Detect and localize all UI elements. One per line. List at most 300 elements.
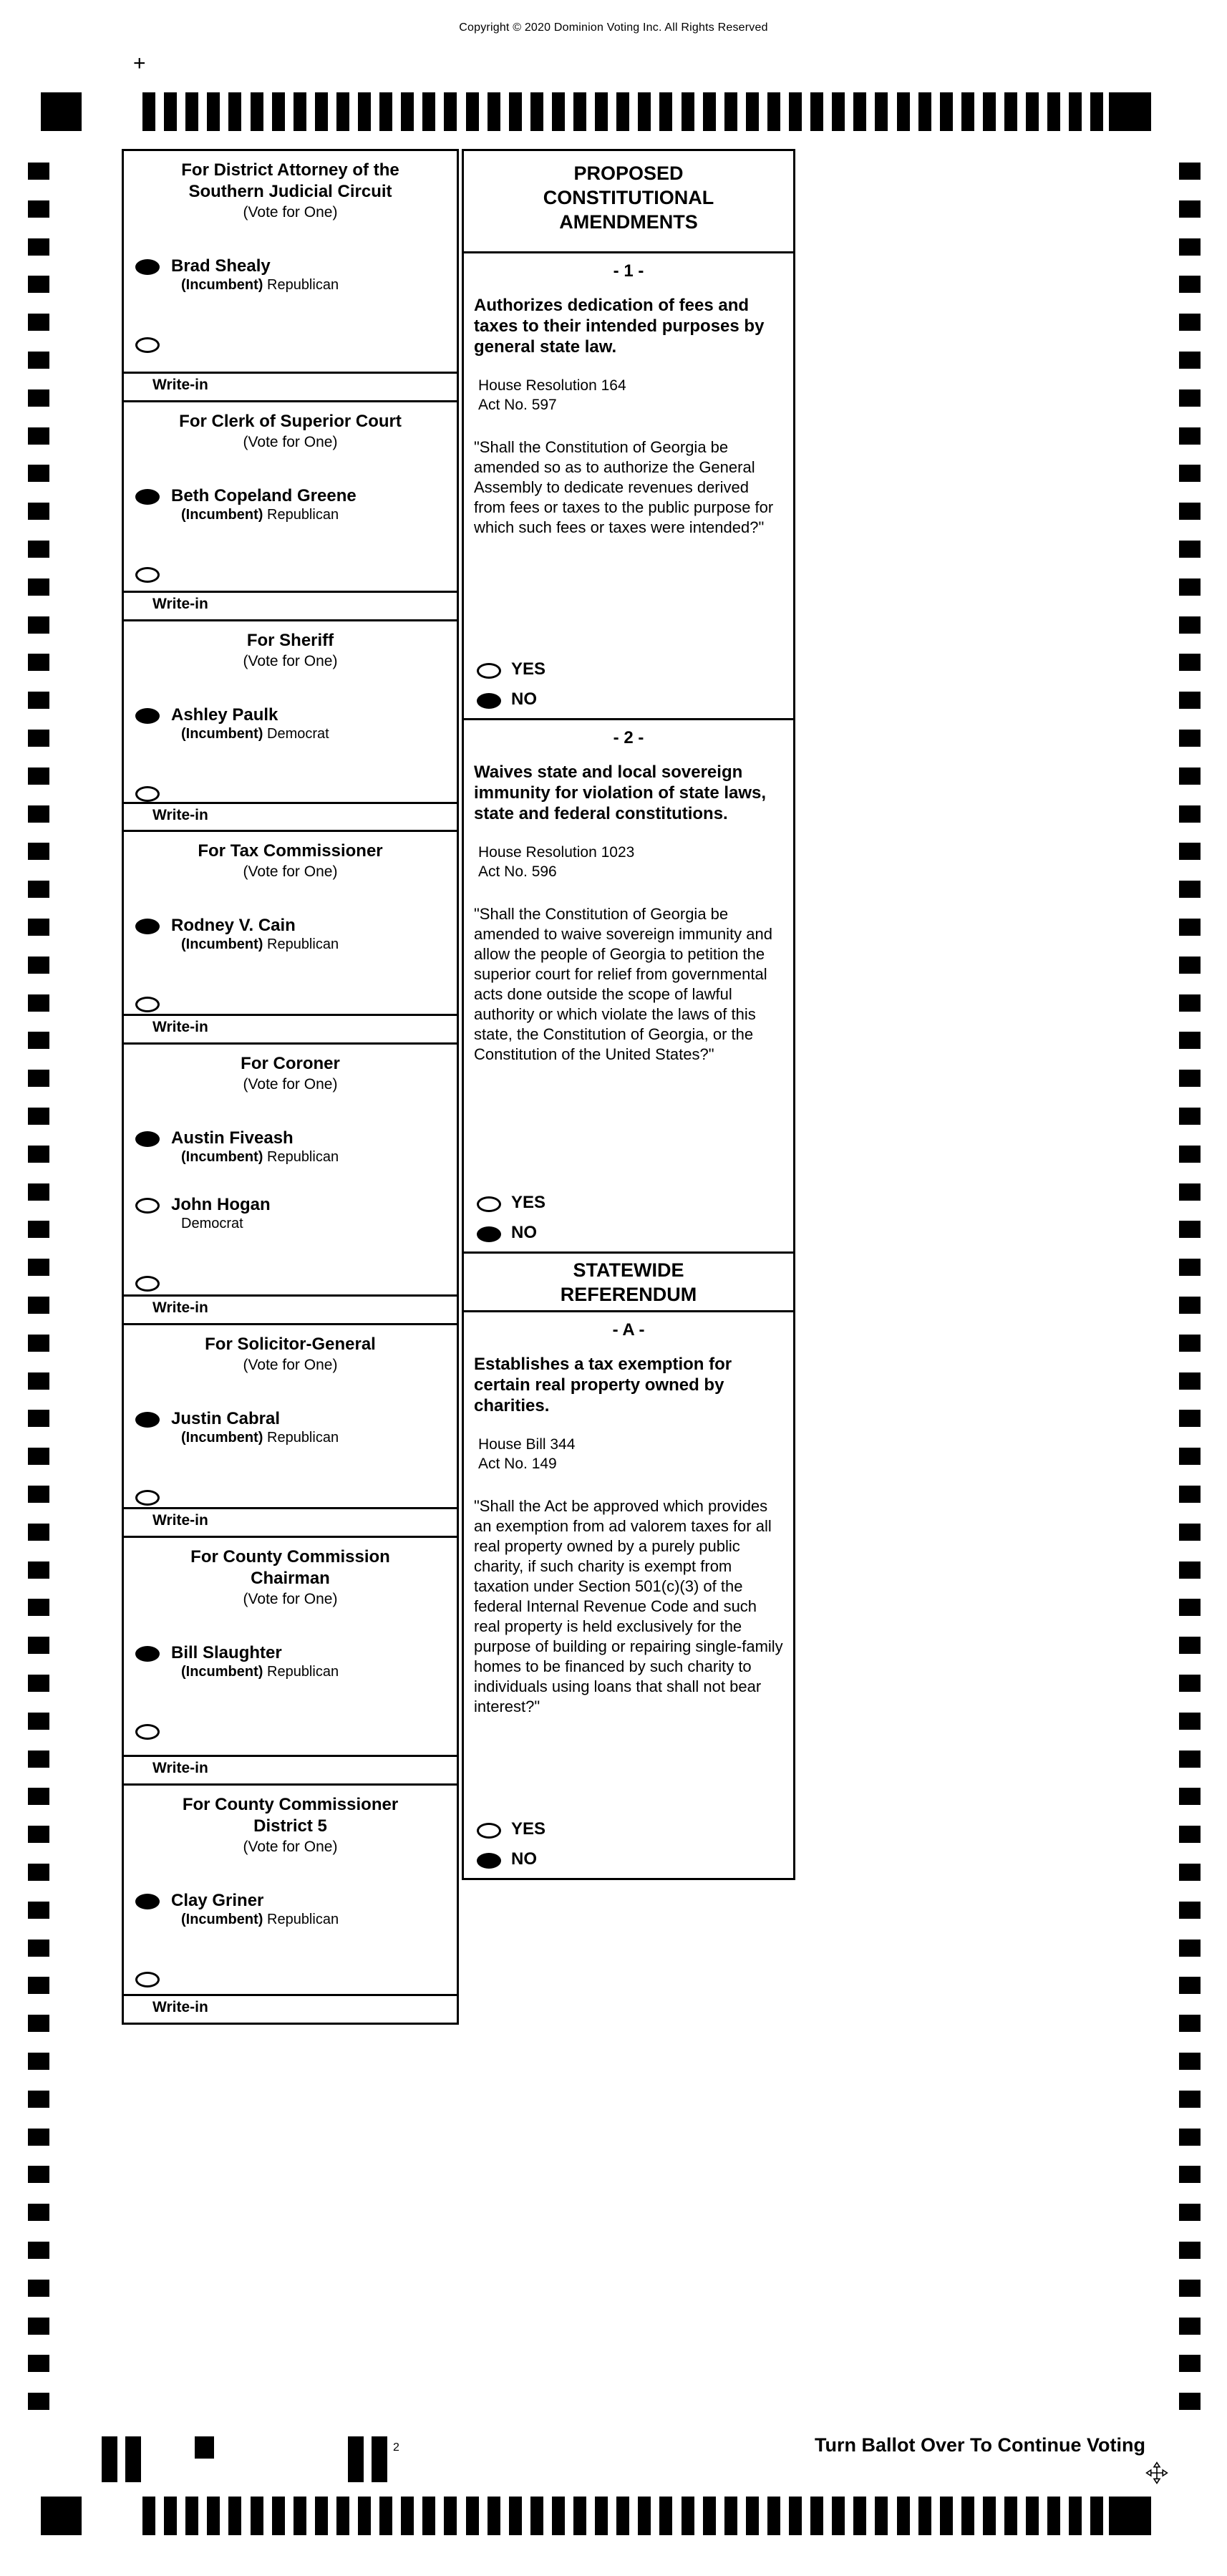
contest-title: For Tax Commissioner — [198, 841, 383, 861]
timing-mark — [28, 276, 49, 293]
bubble-rodney-v-cain[interactable] — [135, 919, 160, 934]
timing-mark — [682, 2497, 694, 2535]
write-in-label: Write-in — [152, 1019, 208, 1035]
timing-mark — [1179, 2242, 1201, 2259]
referendum-a — [464, 1312, 793, 1878]
bubble-write-in[interactable] — [135, 997, 160, 1012]
vote-for-instruction: (Vote for One) — [243, 1591, 338, 1607]
contest-title: For District Attorney of the — [181, 160, 399, 180]
timing-mark — [1179, 1826, 1201, 1843]
write-in-area — [124, 1994, 457, 2023]
candidate-name: John Hogan — [171, 1195, 271, 1214]
timing-mark — [28, 352, 49, 369]
candidate-row — [135, 705, 457, 743]
bubble-no[interactable] — [477, 1226, 501, 1242]
measure-question: "Shall the Act be approved which provides an exemption from ad valorem taxes for all real property owned by a purely public charity, if such charity is exempt from taxation under Section 501(c)(3) of the federal Internal Revenue Code and such real property is held exclusively for the purpose of building or repairing single-family homes to be financed by such charity to individuals using loans that shall not bear interest?" — [474, 1497, 783, 1715]
timing-mark — [1179, 919, 1201, 936]
timing-mark — [1179, 1146, 1201, 1163]
timing-mark — [336, 92, 349, 131]
timing-mark — [983, 2497, 996, 2535]
timing-mark — [28, 768, 49, 785]
timing-mark — [28, 2318, 49, 2335]
candidate-detail: (Incumbent) Democrat — [181, 726, 329, 742]
bubble-justin-cabral[interactable] — [135, 1412, 160, 1428]
write-in-line[interactable] — [124, 1507, 457, 1509]
header-line: PROPOSED — [573, 163, 684, 184]
vote-for-instruction: (Vote for One) — [243, 434, 338, 450]
timing-mark — [810, 2497, 823, 2535]
timing-mark — [28, 2204, 49, 2221]
timing-mark — [28, 389, 49, 407]
timing-mark — [703, 92, 716, 131]
contest-sheriff — [124, 621, 457, 832]
timing-mark — [1179, 1108, 1201, 1125]
candidate-row — [135, 1409, 457, 1447]
timing-mark — [1179, 1524, 1201, 1541]
bubble-write-in[interactable] — [135, 1490, 160, 1506]
timing-mark — [1179, 238, 1201, 256]
contest-title: For County Commissioner — [182, 1795, 399, 1814]
timing-mark — [185, 92, 198, 131]
measure-question: "Shall the Constitution of Georgia be amended to waive sovereign immunity and allow the people of Georgia to petition the superior court for relief from governmental acts done outside the scope of lawful authority or which violate the laws of this state, the Constitution of Georgia, or the Constitution of the United States?" — [474, 905, 773, 1063]
candidate-name: Justin Cabral — [171, 1409, 281, 1428]
write-in-label: Write-in — [152, 1999, 208, 2015]
timing-mark — [1179, 2355, 1201, 2372]
timing-mark — [28, 2355, 49, 2372]
candidate-row — [135, 1643, 457, 1681]
amendments-header — [464, 151, 793, 253]
contest-title: Chairman — [251, 1569, 330, 1588]
timing-mark — [595, 92, 608, 131]
timing-mark — [509, 2497, 522, 2535]
timing-mark — [552, 92, 565, 131]
timing-mark — [28, 1902, 49, 1919]
header-line: AMENDMENTS — [559, 211, 698, 233]
bubble-yes[interactable] — [477, 1196, 501, 1212]
timing-mark — [1179, 805, 1201, 823]
candidate-name: Austin Fiveash — [171, 1128, 294, 1148]
timing-mark — [28, 578, 49, 596]
timing-mark — [1179, 1448, 1201, 1465]
measure-refs — [478, 1435, 783, 1473]
write-in-bubble-row — [135, 1487, 457, 1506]
timing-mark — [28, 1448, 49, 1465]
timing-mark — [703, 2497, 716, 2535]
timing-mark — [573, 2497, 586, 2535]
timing-mark — [28, 1713, 49, 1730]
timing-mark — [1179, 427, 1201, 445]
timing-mark — [228, 2497, 241, 2535]
bubble-no[interactable] — [477, 693, 501, 709]
timing-mark — [28, 692, 49, 709]
no-option-row — [477, 689, 783, 710]
vote-for-instruction: (Vote for One) — [243, 653, 338, 669]
turn-ballot-over-note: Turn Ballot Over To Continue Voting — [815, 2434, 1145, 2456]
timing-mark — [28, 503, 49, 520]
timing-mark — [1179, 1864, 1201, 1881]
timing-mark — [767, 2497, 780, 2535]
timing-mark — [28, 654, 49, 671]
measure-refs — [478, 376, 783, 415]
timing-mark — [1179, 1902, 1201, 1919]
timing-mark — [509, 92, 522, 131]
yes-label: YES — [511, 659, 546, 679]
write-in-line[interactable] — [124, 1294, 457, 1297]
measure-options — [474, 1193, 783, 1251]
timing-mark — [1179, 389, 1201, 407]
timing-mark — [983, 92, 996, 131]
candidate-name: Beth Copeland Greene — [171, 486, 357, 505]
timing-mark — [142, 2497, 155, 2535]
timing-mark — [659, 92, 672, 131]
candidate-row — [135, 486, 457, 524]
timing-mark — [1179, 768, 1201, 785]
yes-option-row — [477, 1819, 783, 1839]
registration-mark: + — [133, 52, 146, 75]
candidate-text — [171, 256, 339, 294]
timing-mark — [1179, 1297, 1201, 1314]
timing-mark — [1179, 1221, 1201, 1238]
bubble-clay-griner[interactable] — [135, 1894, 160, 1909]
timing-corner-block — [41, 92, 82, 131]
write-in-bubble-row — [135, 564, 457, 583]
timing-mark — [28, 1070, 49, 1087]
timing-mark — [422, 2497, 435, 2535]
bubble-beth-copeland-greene[interactable] — [135, 489, 160, 505]
timing-mark — [1179, 2204, 1201, 2221]
bubble-yes[interactable] — [477, 1823, 501, 1839]
timing-mark — [185, 2497, 198, 2535]
write-in-area — [124, 1014, 457, 1042]
timing-mark — [28, 957, 49, 974]
timing-mark — [28, 1751, 49, 1768]
write-in-label: Write-in — [152, 1512, 208, 1529]
write-in-bubble-row — [135, 334, 457, 353]
vote-for-instruction: (Vote for One) — [243, 863, 338, 880]
write-in-line[interactable] — [124, 1994, 457, 1996]
timing-mark — [1179, 1977, 1201, 1994]
timing-mark — [28, 843, 49, 860]
candidate-name: Bill Slaughter — [171, 1643, 282, 1662]
write-in-line[interactable] — [124, 1014, 457, 1016]
timing-mark — [595, 2497, 608, 2535]
timing-mark — [28, 1940, 49, 1957]
no-option-row — [477, 1223, 783, 1243]
timing-mark — [1179, 314, 1201, 331]
measure-ref-line: House Resolution 164 — [478, 377, 626, 394]
candidate-detail: (Incumbent) Republican — [181, 1912, 339, 1927]
timing-mark — [1090, 2497, 1103, 2535]
candidate-text — [171, 1409, 339, 1447]
timing-mark — [28, 1864, 49, 1881]
bubble-write-in[interactable] — [135, 1972, 160, 1987]
write-in-bubble-row — [135, 783, 457, 802]
timing-mark — [940, 92, 953, 131]
timing-mark — [1179, 465, 1201, 482]
candidate-name: Ashley Paulk — [171, 705, 278, 725]
timing-mark — [1047, 2497, 1060, 2535]
timing-mark — [638, 2497, 651, 2535]
timing-mark — [28, 616, 49, 634]
write-in-label: Write-in — [152, 1299, 208, 1316]
timing-mark — [28, 1561, 49, 1579]
no-label: NO — [511, 1223, 537, 1242]
timing-mark — [832, 92, 845, 131]
no-option-row — [477, 1849, 783, 1869]
timing-mark — [1179, 2129, 1201, 2146]
timing-mark — [1179, 2015, 1201, 2032]
write-in-bubble-row — [135, 1721, 457, 1740]
timing-mark — [164, 2497, 177, 2535]
candidate-detail: Democrat — [181, 1216, 243, 1231]
timing-mark — [1179, 1410, 1201, 1427]
header-line: STATEWIDE — [573, 1259, 684, 1281]
write-in-label: Write-in — [152, 1760, 208, 1776]
timing-mark — [1179, 1070, 1201, 1087]
contest-tax-commissioner — [124, 832, 457, 1045]
timing-mark — [1179, 541, 1201, 558]
timing-mark — [1179, 1788, 1201, 1805]
timing-mark — [724, 2497, 737, 2535]
ballot-code-square — [195, 2436, 214, 2459]
candidate-text — [171, 1891, 339, 1929]
bubble-john-hogan[interactable] — [135, 1198, 160, 1214]
timing-mark — [28, 427, 49, 445]
timing-mark — [1179, 616, 1201, 634]
candidate-row — [135, 1195, 457, 1233]
candidate-text — [171, 1643, 339, 1681]
write-in-bubble-row — [135, 994, 457, 1012]
timing-corner-block — [1109, 92, 1151, 131]
contest-title: For Solicitor-General — [205, 1335, 376, 1354]
timing-mark — [142, 92, 155, 131]
timing-mark — [789, 92, 802, 131]
timing-mark — [315, 2497, 328, 2535]
candidate-text — [171, 1195, 271, 1233]
move-cursor-icon — [1145, 2461, 1168, 2484]
timing-mark — [28, 2242, 49, 2259]
measure-ref-line: House Resolution 1023 — [478, 844, 635, 861]
timing-mark — [28, 2053, 49, 2070]
candidate-detail: (Incumbent) Republican — [181, 277, 339, 293]
yes-label: YES — [511, 1819, 546, 1839]
write-in-line[interactable] — [124, 1755, 457, 1757]
timing-mark — [28, 2129, 49, 2146]
contests-column — [122, 149, 459, 2025]
timing-mark — [28, 1788, 49, 1805]
bubble-austin-fiveash[interactable] — [135, 1131, 160, 1147]
timing-mark — [789, 2497, 802, 2535]
measure-ref-line: Act No. 149 — [478, 1456, 557, 1472]
timing-mark — [961, 2497, 974, 2535]
vote-for-instruction: (Vote for One) — [243, 1076, 338, 1093]
timing-mark — [401, 2497, 414, 2535]
timing-mark — [315, 92, 328, 131]
measure-summary: Establishes a tax exemption for certain real property owned by charities. — [474, 1355, 732, 1415]
timing-mark — [832, 2497, 845, 2535]
timing-mark — [28, 1297, 49, 1314]
bubble-write-in[interactable] — [135, 786, 160, 802]
no-label: NO — [511, 1849, 537, 1869]
timing-mark — [530, 2497, 543, 2535]
timing-mark — [28, 1259, 49, 1276]
timing-mark — [767, 92, 780, 131]
timing-mark — [28, 1486, 49, 1503]
timing-corner-block — [41, 2497, 82, 2535]
timing-mark — [1179, 1599, 1201, 1616]
timing-mark — [28, 1146, 49, 1163]
timing-mark — [1179, 2280, 1201, 2297]
contest-title: Southern Judicial Circuit — [188, 182, 392, 201]
timing-mark — [853, 92, 866, 131]
timing-mark — [1179, 881, 1201, 898]
timing-mark — [810, 92, 823, 131]
timing-mark — [28, 2280, 49, 2297]
timing-mark — [1179, 2166, 1201, 2183]
timing-mark — [1179, 692, 1201, 709]
write-in-area — [124, 372, 457, 400]
contest-solicitor-general — [124, 1325, 457, 1538]
contest-clerk-superior-court — [124, 402, 457, 621]
timing-mark — [28, 1826, 49, 1843]
timing-mark — [207, 92, 220, 131]
bubble-write-in[interactable] — [135, 1724, 160, 1740]
yes-option-row — [477, 1193, 783, 1213]
timing-corner-block — [1109, 2497, 1151, 2535]
timing-mark — [1179, 1751, 1201, 1768]
bubble-write-in[interactable] — [135, 567, 160, 583]
contest-title: District 5 — [253, 1816, 327, 1836]
timing-mark — [488, 2497, 500, 2535]
candidate-detail: (Incumbent) Republican — [181, 936, 339, 952]
timing-mark — [1047, 92, 1060, 131]
measure-options — [474, 1819, 783, 1878]
timing-mark — [616, 2497, 629, 2535]
timing-mark — [918, 2497, 931, 2535]
measure-summary: Authorizes dedication of fees and taxes to their intended purposes by general state law. — [474, 296, 765, 357]
timing-mark — [28, 1410, 49, 1427]
candidate-text — [171, 1128, 339, 1166]
timing-mark — [659, 2497, 672, 2535]
measure-ref-line: House Bill 344 — [478, 1436, 576, 1453]
timing-mark — [1179, 1713, 1201, 1730]
timing-mark — [28, 994, 49, 1012]
bubble-write-in[interactable] — [135, 337, 160, 353]
timing-mark — [294, 2497, 306, 2535]
timing-mark — [1004, 2497, 1017, 2535]
bubble-brad-shealy[interactable] — [135, 259, 160, 275]
timing-mark — [1179, 200, 1201, 218]
timing-mark — [401, 92, 414, 131]
measure-ref-line: Act No. 596 — [478, 863, 557, 880]
measure-question: "Shall the Constitution of Georgia be amended so as to authorize the General Assembly to dedicate revenues derived from fees or taxes to the public purpose for which such fees or taxes were intended?" — [474, 438, 774, 536]
candidate-text — [171, 486, 357, 524]
timing-mark — [746, 92, 759, 131]
measure-refs — [478, 843, 783, 881]
timing-mark — [875, 92, 888, 131]
bubble-write-in[interactable] — [135, 1276, 160, 1292]
timing-mark — [379, 2497, 392, 2535]
timing-mark — [918, 92, 931, 131]
timing-mark — [1179, 994, 1201, 1012]
timing-mark — [444, 92, 457, 131]
timing-mark — [552, 2497, 565, 2535]
candidate-row — [135, 916, 457, 954]
write-in-label: Write-in — [152, 807, 208, 823]
timing-mark — [1069, 92, 1082, 131]
write-in-line[interactable] — [124, 802, 457, 804]
timing-mark — [1179, 503, 1201, 520]
timing-mark — [28, 1335, 49, 1352]
timing-mark — [530, 92, 543, 131]
timing-mark — [28, 1221, 49, 1238]
timing-mark — [28, 1599, 49, 1616]
bubble-no[interactable] — [477, 1853, 501, 1869]
timing-mark — [28, 1183, 49, 1201]
write-in-line[interactable] — [124, 372, 457, 374]
timing-mark — [28, 730, 49, 747]
contest-coroner — [124, 1045, 457, 1325]
timing-mark — [1179, 654, 1201, 671]
write-in-line[interactable] — [124, 591, 457, 593]
timing-mark — [28, 1637, 49, 1654]
timing-mark — [444, 2497, 457, 2535]
timing-mark — [164, 92, 177, 131]
contest-title: For Sheriff — [246, 631, 334, 650]
timing-mark — [488, 92, 500, 131]
timing-mark — [28, 919, 49, 936]
timing-mark — [940, 2497, 953, 2535]
timing-mark — [28, 1032, 49, 1049]
bubble-yes[interactable] — [477, 663, 501, 679]
candidate-detail: (Incumbent) Republican — [181, 1430, 339, 1446]
yes-label: YES — [511, 1193, 546, 1212]
timing-mark — [1179, 1032, 1201, 1049]
vote-for-instruction: (Vote for One) — [243, 204, 338, 221]
contest-title: For County Commission — [190, 1547, 390, 1567]
candidate-text — [171, 705, 329, 743]
timing-mark — [207, 2497, 220, 2535]
timing-mark — [466, 92, 479, 131]
candidate-detail: (Incumbent) Republican — [181, 1149, 339, 1165]
timing-mark — [1179, 2091, 1201, 2108]
ballot-code-bar — [102, 2436, 117, 2482]
timing-mark — [379, 92, 392, 131]
timing-mark — [272, 92, 285, 131]
bubble-bill-slaughter[interactable] — [135, 1646, 160, 1662]
timing-mark — [897, 2497, 910, 2535]
timing-mark — [1179, 1486, 1201, 1503]
timing-mark — [1179, 2318, 1201, 2335]
timing-mark — [28, 1977, 49, 1994]
measure-number: - 1 - — [613, 261, 644, 281]
timing-mark — [1179, 1940, 1201, 1957]
write-in-area — [124, 802, 457, 831]
candidate-detail: (Incumbent) Republican — [181, 1664, 339, 1680]
timing-mark — [28, 1675, 49, 1692]
timing-mark — [616, 92, 629, 131]
bubble-ashley-paulk[interactable] — [135, 708, 160, 724]
timing-mark — [1179, 352, 1201, 369]
timing-mark — [28, 2015, 49, 2032]
timing-mark — [1179, 1183, 1201, 1201]
timing-mark — [1179, 1259, 1201, 1276]
timing-mark — [1026, 2497, 1039, 2535]
timing-mark — [682, 92, 694, 131]
candidate-name: Rodney V. Cain — [171, 916, 296, 935]
write-in-label: Write-in — [152, 596, 208, 612]
timing-mark — [358, 2497, 371, 2535]
